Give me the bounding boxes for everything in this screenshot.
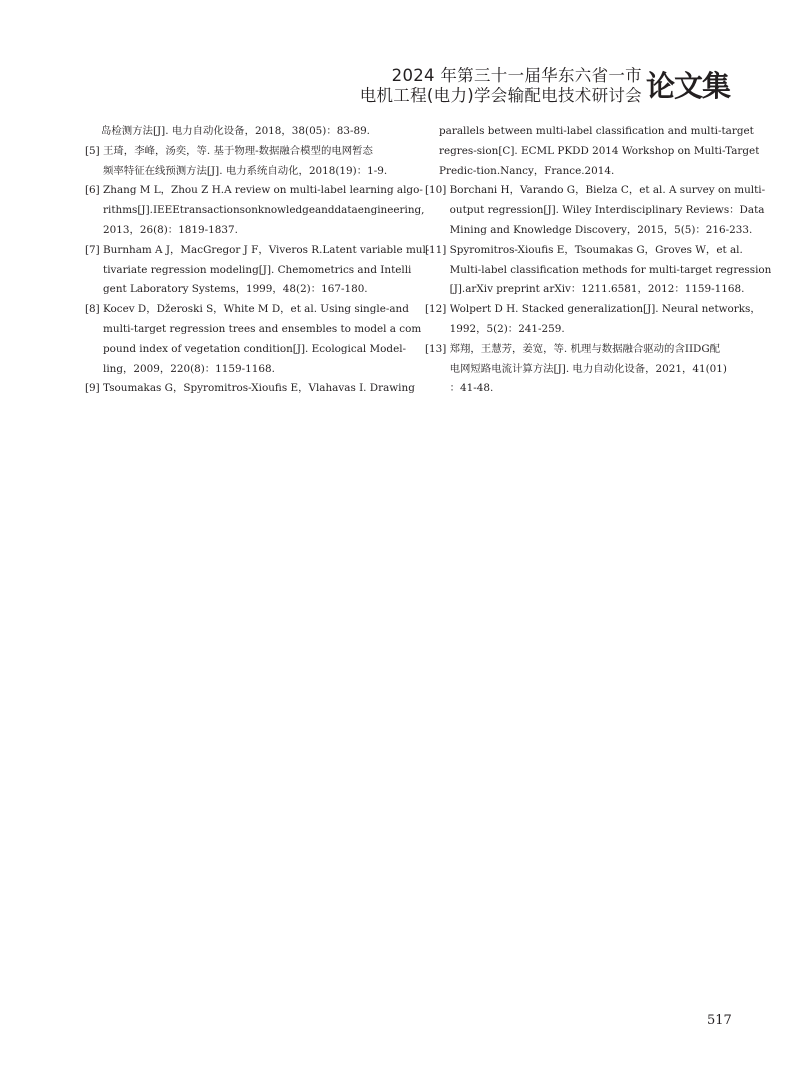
reference-line: Wolpert D H. Stacked generalization[J]. Neural networks， — [449, 303, 761, 316]
reference-line: ling，2009，220(8)：1159-1168. — [103, 362, 275, 375]
reference-text — [450, 300, 761, 340]
reference-line: 岛检测方法[J]. 电力自动化设备，2018，38(05)：83-89. — [101, 125, 370, 137]
conference-title-line-1: 2024 年第三十一届华东六省一市 — [391, 66, 642, 85]
reference-line: 王琦，李峰，汤奕，等. 基于物理-数据融合模型的电网暂态 — [103, 144, 373, 157]
reference-line: Spyromitros-Xioufis E，Tsoumakas G，Groves W，et al. — [449, 243, 743, 256]
reference-text — [103, 181, 424, 240]
reference-line: multi-target regression trees and ensembles to model a com — [103, 322, 422, 335]
page-number: 517 — [707, 1013, 732, 1028]
reference-item — [425, 122, 760, 181]
reference-item — [425, 181, 766, 240]
reference-line: Tsoumakas G，Spyromitros-Xioufis E，Vlahavas I. Drawing — [103, 382, 415, 395]
reference-text — [101, 122, 395, 142]
reference-text — [450, 340, 737, 399]
reference-line: Mining and Knowledge Discovery，2015，5(5)：216-233. — [449, 223, 753, 236]
reference-item — [85, 379, 415, 399]
running-header — [360, 66, 730, 106]
reference-item — [85, 142, 395, 182]
reference-text — [450, 181, 765, 240]
conference-title-line-2: 电机工程(电力)学会输配电技术研讨会 — [359, 86, 642, 105]
reference-line: [J].arXiv preprint arXiv：1211.6581，2012：1159-1168. — [449, 283, 745, 296]
reference-number: [8] — [85, 303, 104, 316]
reference-line: gent Laboratory Systems，1999，48(2)：167-180. — [103, 283, 368, 296]
reference-item — [85, 181, 425, 240]
conference-title — [360, 66, 642, 106]
reference-line: 2013，26(8)：1819-1837. — [103, 223, 238, 236]
reference-line: 1992，5(2)：241-259. — [449, 322, 565, 335]
reference-line: ：41-48. — [449, 382, 494, 395]
reference-line: rithms[J].IEEEtransactionsonknowledgeanddataengineering, — [103, 204, 425, 217]
reference-number: [13] — [425, 342, 450, 355]
reference-line: Multi-label classification methods for multi-target regression — [449, 263, 772, 276]
proceedings-badge: 论文集 — [645, 69, 730, 103]
reference-text — [439, 122, 759, 181]
reference-number: [6] — [85, 184, 104, 197]
reference-line: tivariate regression modeling[J]. Chemometrics and Intelli — [103, 263, 412, 276]
reference-line: pound index of vegetation condition[J]. Ecological Model- — [103, 342, 407, 355]
reference-item — [85, 122, 395, 142]
references-left-column — [85, 122, 430, 399]
reference-number — [425, 122, 439, 181]
reference-line: Burnham A J，MacGregor J F，Viveros R.Latent variable mul- — [103, 243, 430, 256]
reference-line: Borchani H，Varando G，Bielza C，et al. A survey on multi- — [449, 184, 766, 197]
references-right-column — [425, 122, 772, 399]
reference-line: Predic-tion.Nancy，France.2014. — [439, 164, 615, 177]
reference-item — [85, 241, 430, 300]
reference-text — [103, 142, 395, 182]
reference-number: [12] — [425, 303, 450, 316]
reference-text — [103, 379, 415, 399]
reference-line: parallels between multi-label classification and multi-target — [439, 125, 754, 137]
reference-line: 频率特征在线预测方法[J]. 电力系统自动化，2018(19)：1-9. — [103, 164, 388, 177]
reference-text — [450, 241, 772, 300]
reference-number: [5] — [85, 144, 104, 157]
reference-number: [11] — [425, 243, 450, 256]
reference-item — [425, 300, 761, 340]
reference-number — [85, 122, 101, 142]
reference-item — [85, 300, 422, 379]
reference-line: Kocev D，Džeroski S，White M D，et al. Using single-and — [103, 303, 409, 316]
reference-text — [103, 300, 421, 379]
reference-text — [103, 241, 429, 300]
reference-item — [425, 241, 772, 300]
reference-line: output regression[J]. Wiley Interdisciplinary Reviews：Data — [449, 204, 765, 217]
reference-item — [425, 340, 737, 399]
reference-line: 电网短路电流计算方法[J]. 电力自动化设备，2021，41(01) — [449, 362, 727, 375]
reference-number: [7] — [85, 243, 104, 256]
reference-line: Zhang M L，Zhou Z H.A review on multi-label learning algo- — [103, 184, 423, 197]
reference-line: regres-sion[C]. ECML PKDD 2014 Workshop on Multi-Target — [439, 144, 760, 157]
reference-number: [10] — [425, 184, 450, 197]
reference-line: 郑翔，王慧芳，姜宽，等. 机理与数据融合驱动的含IIDG配 — [449, 342, 721, 355]
reference-number: [9] — [85, 382, 104, 395]
